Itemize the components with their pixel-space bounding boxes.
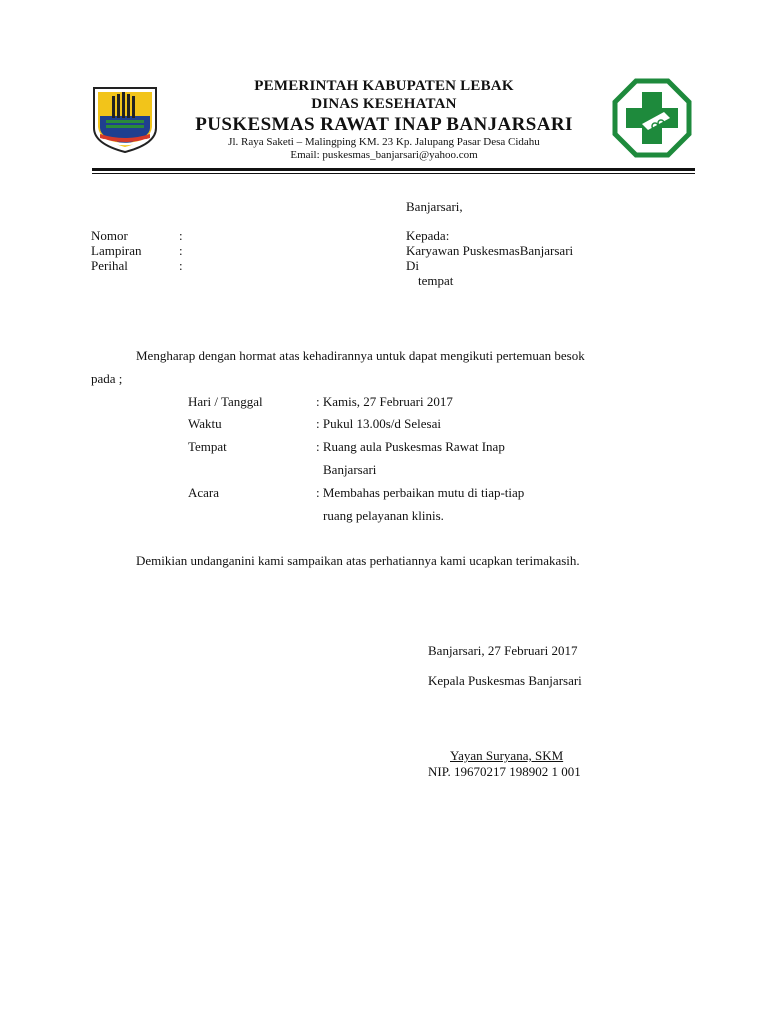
recipient-line4: tempat — [418, 273, 454, 288]
detail-label-place: Tempat — [188, 439, 227, 454]
header-puskesmas: PUSKESMAS RAWAT INAP BANJARSARI — [195, 114, 573, 135]
recipient-line2: Karyawan PuskesmasBanjarsari — [406, 243, 574, 258]
detail-label-date: Hari / Tanggal — [188, 394, 263, 409]
header-divider-thick — [92, 168, 695, 171]
meta-label-lampiran: Lampiran — [91, 243, 142, 258]
header-email: Email: puskesmas_banjarsari@yahoo.com — [290, 149, 478, 161]
signature-place-date: Banjarsari, 27 Februari 2017 — [428, 643, 578, 658]
header-divider-thin — [92, 173, 695, 174]
detail-value-place-cont: Banjarsari — [323, 462, 377, 477]
detail-value-agenda: : Membahas perbaikan mutu di tiap-tiap — [316, 485, 525, 500]
header-government: PEMERINTAH KABUPATEN LEBAK — [254, 78, 514, 94]
body-intro-line2: pada ; — [91, 371, 123, 386]
detail-label-time: Waktu — [188, 416, 222, 431]
detail-label-agenda: Acara — [188, 485, 220, 500]
recipient-line3: Di — [406, 258, 419, 273]
detail-value-time: : Pukul 13.00s/d Selesai — [316, 416, 441, 431]
header-agency: DINAS KESEHATAN — [311, 96, 457, 112]
signature-position: Kepala Puskesmas Banjarsari — [428, 673, 582, 688]
detail-value-place: : Ruang aula Puskesmas Rawat Inap — [316, 439, 505, 454]
meta-sep-nomor: : — [179, 228, 183, 243]
body-intro-line1: Mengharap dengan hormat atas kehadirannya untuk dapat mengikuti pertemuan besok — [136, 348, 585, 363]
place-top: Banjarsari, — [406, 199, 463, 214]
signature-nip: NIP. 19670217 198902 1 001 — [428, 764, 581, 779]
detail-value-agenda-cont: ruang pelayanan klinis. — [323, 508, 444, 523]
header-address: Jl. Raya Saketi – Malingping KM. 23 Kp. Jalupang Pasar Desa Cidahu — [228, 136, 540, 148]
body-closing: Demikian undanganini kami sampaikan atas perhatiannya kami ucapkan terimakasih. — [136, 553, 580, 568]
signature-name: Yayan Suryana, SKM — [450, 748, 564, 763]
meta-sep-lampiran: : — [179, 243, 183, 258]
meta-label-perihal: Perihal — [91, 258, 128, 273]
meta-sep-perihal: : — [179, 258, 183, 273]
recipient-line1: Kepada: — [406, 228, 450, 243]
detail-value-date: : Kamis, 27 Februari 2017 — [316, 394, 453, 409]
meta-label-nomor: Nomor — [91, 228, 128, 243]
